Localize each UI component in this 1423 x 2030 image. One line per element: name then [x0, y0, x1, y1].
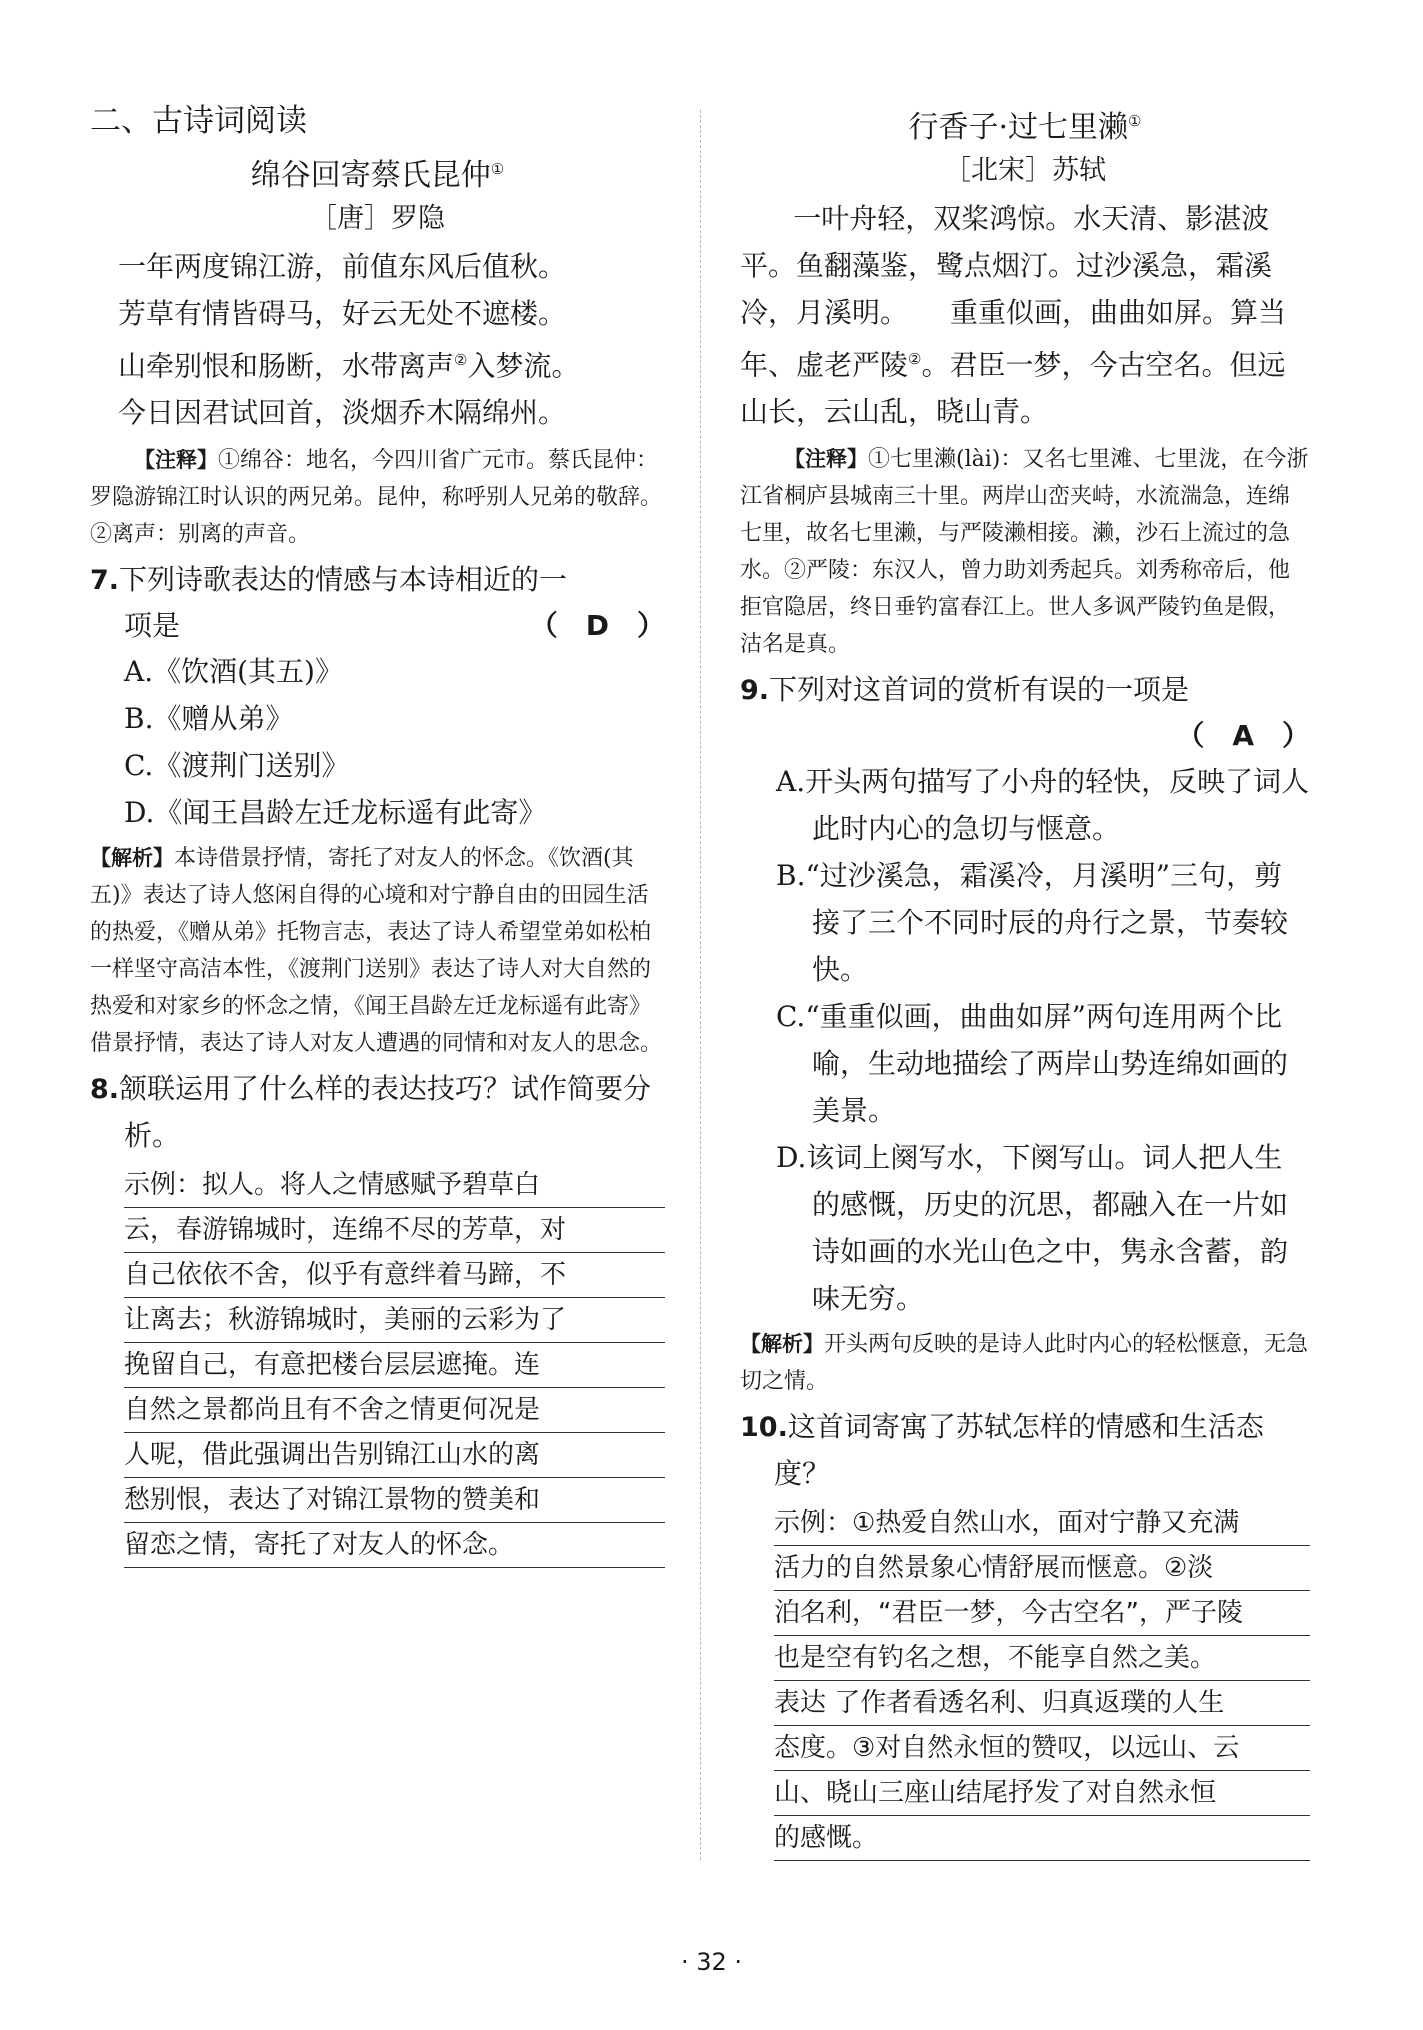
- section-title: 二、古诗词阅读: [90, 103, 307, 139]
- poem-title-text: 行香子·过七里濑: [908, 110, 1129, 145]
- question-text: 颔联运用了什么样的表达技巧？试作简要分析。: [119, 1072, 652, 1153]
- question-10: [740, 1404, 1310, 1861]
- page-number: · 32 ·: [680, 1948, 743, 1976]
- note-text: ①绵谷：地名，今四川省广元市。蔡氏昆仲：罗隐游锦江时认识的两兄弟。昆仲，称呼别人兄弟的敬辞。②离声：别离的声音。: [90, 448, 663, 548]
- question-7: [90, 557, 665, 1062]
- poem-line: 芳草有情皆碍马，好云无处不遮楼。: [118, 297, 567, 330]
- answer-line: 泊名利，“君臣一梦，今古空名”，严子陵: [774, 1591, 1310, 1636]
- option-c: C.“重重似画，曲曲如屏”两句连用两个比喻，生动地描绘了两岸山势连绵如画的美景。: [776, 1000, 1289, 1128]
- poem-author: ［唐］罗隐: [310, 203, 445, 234]
- option-b: B.“过沙溪急，霜溪冷，月溪明”三句，剪接了三个不同时辰的舟行之景，节奏较快。: [776, 859, 1289, 987]
- poem-line: [90, 337, 665, 389]
- answer-line: 愁别恨，表达了对锦江景物的赞美和: [124, 1478, 665, 1523]
- question-text: 下列诗歌表达的情感与本诗相近的一: [119, 563, 568, 597]
- poem-title-text: 绵谷回寄蔡氏昆仲: [250, 158, 491, 193]
- note-tag: 【注释】: [784, 447, 868, 472]
- right-column: [740, 100, 1310, 1861]
- option-a: A.《饮酒(其五)》: [124, 655, 343, 689]
- poem-note: [90, 442, 665, 553]
- answer-row: [90, 604, 665, 648]
- question-9: [740, 667, 1310, 1400]
- answer-line: 示例：拟人。将人之情感赋予碧草白: [124, 1163, 665, 1208]
- footnote-mark: ①: [1128, 112, 1142, 130]
- poem-line: 今日因君试回首，淡烟乔木隔绵州。: [118, 396, 567, 430]
- poem-body: [740, 195, 1310, 435]
- answer-line: 表达 了作者看透名利、归真返璞的人生: [774, 1681, 1310, 1726]
- question-number: 7.: [90, 565, 120, 597]
- answer-line: 示例：①热爱自然山水，面对宁静又充满: [774, 1501, 1310, 1546]
- answer-line: 也是空有钓名之想，不能享自然之美。: [774, 1636, 1310, 1681]
- answer-lines: [774, 1501, 1310, 1861]
- analysis-text: 本诗借景抒情，寄托了对友人的怀念。《饮酒(其五)》表达了诗人悠闲自得的心境和对宁静自由的田园生活的热爱，《赠从弟》托物言志，表达了诗人希望堂弟如松柏一样坚守高洁本性，《渡荆门送别》表达了诗人对大自然的热爱和对家乡的怀念之情，《闻王昌龄左迁龙标遥有此寄》借景抒情，表达了诗人对友人遭遇的同情和对友人的思念。: [90, 846, 663, 1057]
- poem-note: [740, 441, 1310, 663]
- poem-text-b: 。君臣一梦，今古空名。但远山长，云山乱，晓山青。: [740, 348, 1286, 429]
- question-stem: [90, 1066, 665, 1159]
- answer-lines: [124, 1163, 665, 1568]
- footnote-mark: ②: [454, 351, 468, 369]
- answer-line: 自己依依不舍，似乎有意绊着马蹄，不: [124, 1253, 665, 1298]
- option-a: A.开头两句描写了小舟的轻快，反映了词人此时内心的急切与惬意。: [776, 765, 1310, 846]
- column-divider: [700, 110, 701, 1860]
- poem-title: [90, 148, 665, 197]
- answer-line: 活力的自然景象心情舒展而惬意。②淡: [774, 1546, 1310, 1591]
- option-b: B.《赠从弟》: [124, 702, 294, 736]
- option-d: D.该词上阕写水，下阕写山。词人把人生的感慨，历史的沉思，都融入在一片如诗如画的水光山色之中，隽永含蓄，韵味无穷。: [776, 1141, 1289, 1316]
- question-stem: [90, 557, 665, 604]
- answer-line: 挽留自己，有意把楼台层层遮掩。连: [124, 1343, 665, 1388]
- analysis: [740, 1326, 1310, 1400]
- note-text: ①七里濑(lài)：又名七里滩、七里泷，在今浙江省桐庐县城南三十里。两岸山峦夹峙，水流湍急，连绵七里，故名七里濑，与严陵濑相接。濑，沙石上流过的急水。②严陵：东汉人，曾力助刘秀起兵。刘秀称帝后，他拒官隐居，终日垂钓富春江上。世人多讽严陵钓鱼是假，沽名是真。: [740, 447, 1309, 658]
- analysis-tag: 【解析】: [740, 1332, 824, 1357]
- question-number: 9.: [740, 675, 770, 707]
- question-stem: [740, 1404, 1310, 1497]
- poem-text-a: 一叶舟轻，双桨鸿惊。水天清、影湛波平。鱼翻藻鉴，鹭点烟汀。过沙溪急，霜溪冷，月溪明。 重重似画，曲曲如屏。算当年、虚老严陵: [740, 202, 1287, 382]
- answer-line: 自然之景都尚且有不舍之情更何况是: [124, 1388, 665, 1433]
- question-text-cont: 项是: [124, 609, 181, 643]
- question-8: [90, 1066, 665, 1568]
- analysis-tag: 【解析】: [90, 846, 174, 871]
- option-c: C.《渡荆门送别》: [124, 749, 350, 783]
- answer-line: 态度。③对自然永恒的赞叹，以远山、云: [774, 1726, 1310, 1771]
- left-column: [90, 100, 665, 1568]
- poem-line-head: 山牵别恨和肠断，水带离声: [118, 349, 455, 383]
- answer-line: 山、晓山三座山结尾抒发了对自然永恒: [774, 1771, 1310, 1816]
- answer-line: 留恋之情，寄托了对友人的怀念。: [124, 1523, 665, 1568]
- question-text: 这首词寄寓了苏轼怎样的情感和生活态度？: [774, 1410, 1264, 1491]
- answer-line: 人呢，借此强调出告别锦江山水的离: [124, 1433, 665, 1478]
- answer-line: 云，春游锦城时，连绵不尽的芳草，对: [124, 1208, 665, 1253]
- question-stem: [740, 667, 1310, 714]
- analysis-text: 开头两句反映的是诗人此时内心的轻松惬意，无急切之情。: [740, 1332, 1309, 1395]
- answer-bracket: （ A ）: [1176, 719, 1310, 753]
- answer-bracket: （ D ）: [529, 609, 665, 643]
- analysis: [90, 840, 665, 1062]
- question-number: 10.: [740, 1412, 788, 1444]
- poem-line: 一年两度锦江游，前值东风后值秋。: [118, 250, 567, 283]
- footnote-mark: ①: [490, 160, 505, 178]
- answer-line: 让离去；秋游锦城时，美丽的云彩为了: [124, 1298, 665, 1343]
- answer-row: [740, 714, 1310, 758]
- poem-author: ［北宋］苏轼: [944, 155, 1106, 186]
- note-tag: 【注释】: [134, 448, 218, 473]
- question-text: 下列对这首词的赏析有误的一项是: [769, 673, 1190, 707]
- footnote-mark: ②: [908, 350, 922, 368]
- poem-title: [740, 100, 1310, 149]
- question-number: 8.: [90, 1074, 120, 1106]
- option-d: D.《闻王昌龄左迁龙标遥有此寄》: [124, 796, 547, 830]
- poem-line-tail: 入梦流。: [467, 349, 580, 383]
- answer-line: 的感慨。: [774, 1816, 1310, 1861]
